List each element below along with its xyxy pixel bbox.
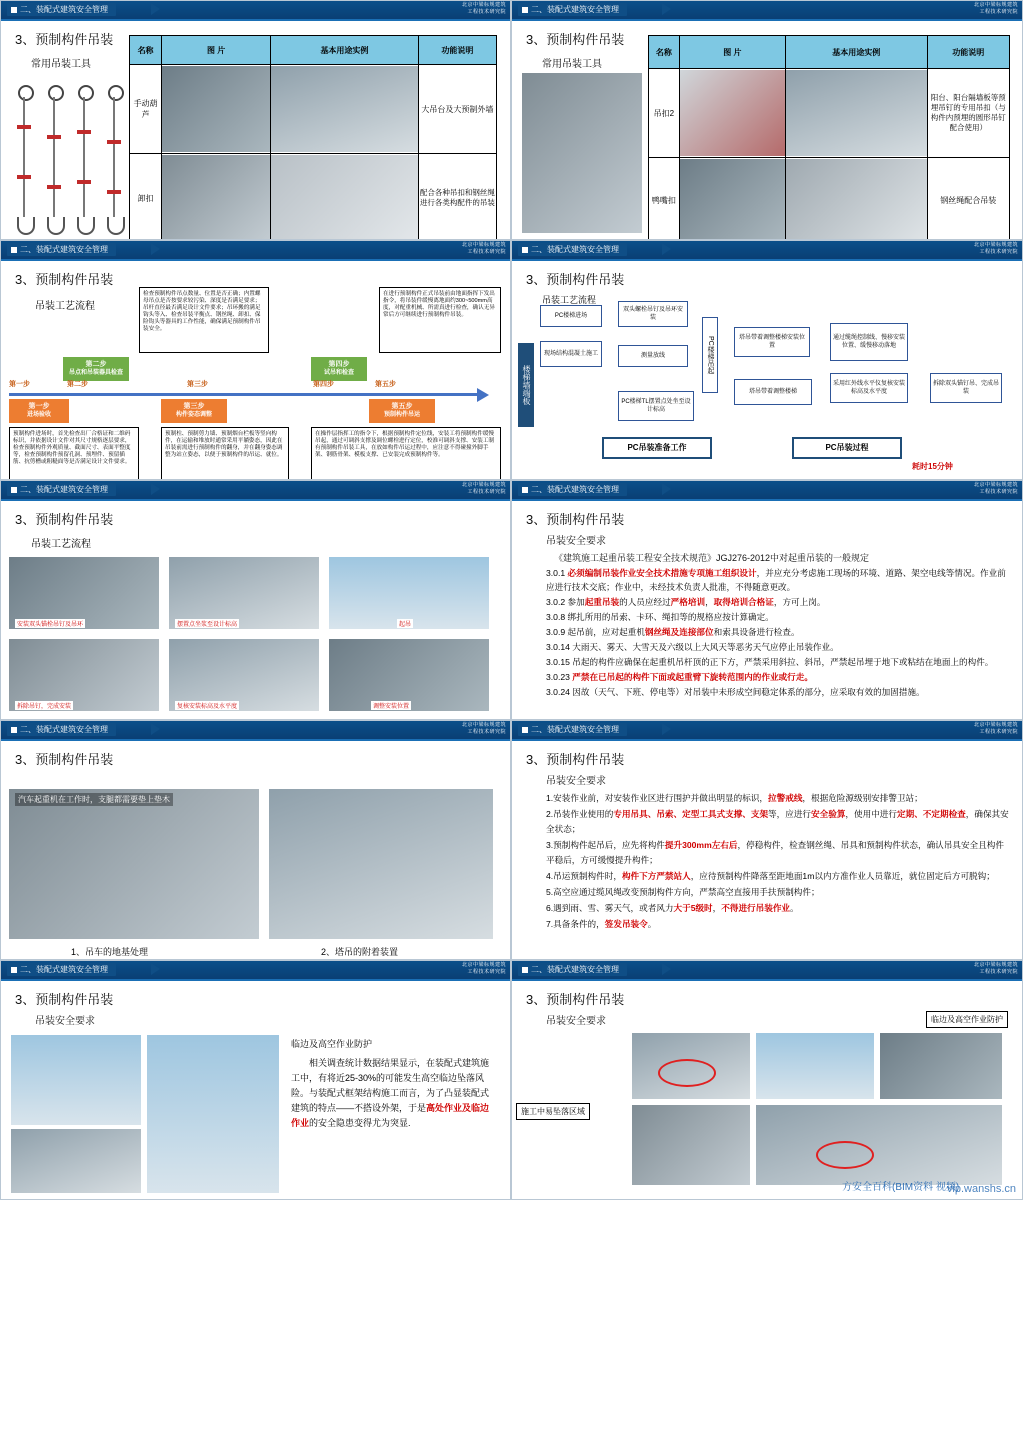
- slide-10: [511, 960, 1023, 1200]
- rule-text: 绑扎所用的吊索、卡环、绳扣等的规格应按计算确定。: [567, 612, 774, 622]
- caption-1: 安装双头锚栓吊钉及吊环: [15, 619, 85, 628]
- slide-subtitle: 常用吊装工具: [31, 59, 91, 70]
- tab-square-icon: [522, 7, 528, 13]
- rule-num: 3.0.9: [546, 627, 566, 637]
- step-4-name: 试吊和检查: [323, 370, 354, 376]
- header-tab-label: 二、装配式建筑安全管理: [531, 485, 619, 494]
- row-note: 配合各种吊扣和钢丝绳进行各类构配件的吊装: [418, 154, 496, 241]
- rule-text-hl: 钢丝绳及连接部位: [644, 627, 714, 637]
- red-shackle-photo: [162, 155, 270, 240]
- item-num: 6.: [546, 903, 554, 913]
- badge-fall-zone: 施工中易坠落区域: [516, 1103, 590, 1120]
- rule-item: [546, 670, 1010, 684]
- header-tab-tail-icon: [662, 3, 671, 15]
- header-tab: [518, 483, 627, 496]
- item-text: 高空应通过缆风绳改变预制构件方向，严禁高空直接用手扶预制构件；: [553, 887, 820, 897]
- slide-5-body: [1, 501, 510, 717]
- header-tab-tail-icon: [151, 723, 160, 735]
- item-hl2: 安全验算: [811, 809, 846, 819]
- caption-attachment: 2、塔吊的附着装置: [321, 947, 399, 957]
- col-image: 图 片: [679, 36, 785, 69]
- row-name: 鸭嘴扣: [649, 158, 680, 241]
- node-finish: 拆除双头锚钉吊、完成吊装: [930, 373, 1002, 403]
- table-row: [130, 154, 497, 241]
- tools-table-1: [129, 35, 497, 240]
- header-tab-tail-icon: [662, 963, 671, 975]
- photo-safety-net: [632, 1105, 750, 1185]
- edge-protection-hl: 高处作业及临边作业: [291, 1103, 490, 1128]
- slide-subtitle: 吊装工艺流程: [542, 295, 597, 305]
- photo-tower-building: [147, 1035, 279, 1193]
- safety-item: 4.吊运预制构件时，构件下方严禁站人，应待预制构件降落至距地面1m以内方准作业人员靠近，就位固定后方可脱钩；: [546, 871, 995, 881]
- item-hl3: 定期、不定期检查: [897, 809, 966, 819]
- header-org: 北京中梁标规建筑 工程技术研究院: [461, 2, 506, 15]
- col-note: 功能说明: [927, 36, 1009, 69]
- slide-header: [512, 481, 1022, 499]
- safety-item: [546, 885, 1010, 900]
- rule-num: 3.0.23: [546, 672, 570, 682]
- step-1-box: [9, 399, 69, 423]
- footer-prep: PC吊装准备工作: [602, 437, 712, 459]
- caption-6: 调整安装位置: [371, 701, 411, 710]
- item-hl: 专用吊具、吊索、定型工具式支撑、支架: [613, 809, 769, 819]
- header-tab-tail-icon: [151, 483, 160, 495]
- rule-text: 吊起的构件应确保在起重机吊杆顶的正下方，严禁采用斜拉、斜吊，严禁起吊埋于地下或粘结在地面上的构件。: [572, 657, 994, 667]
- slide-3: [0, 240, 511, 480]
- col-note: 功能说明: [418, 36, 496, 65]
- item-hl: 签发吊装令: [604, 919, 648, 929]
- step-3-name: 构件姿态调整: [175, 412, 212, 418]
- col-use: 基本用途实例: [271, 36, 419, 65]
- header-tab: [7, 963, 116, 976]
- watermark-url: vip.wanshs.cn: [946, 1183, 1016, 1195]
- node-crane-readjust: 塔吊带着调整楼梯: [734, 379, 812, 405]
- flow-note-4: 预制柱、预制剪力墙、预制烟台栏板等竖向构件，在运输和堆放时通常采用平躺姿态，因此在吊装前需进行预制构件的翻身，并在翻身姿态调整为站立姿态，以便于预制构件的吊运、就位。: [161, 427, 289, 480]
- slide-8-body: [512, 741, 1022, 957]
- tools-table-2: [648, 35, 1010, 240]
- safety-item: 6.遇到雨、雪、雾天气，或者风力大于5级时，不得进行吊装作业。: [546, 903, 799, 913]
- header-tab-label: 二、装配式建筑安全管理: [20, 5, 108, 14]
- photo-slab-edge: [632, 1033, 750, 1099]
- item-hl: 提升300mm左右后: [664, 840, 738, 850]
- tab-square-icon: [522, 727, 528, 733]
- step-4-box: [311, 357, 367, 381]
- u-bolt-photo: [522, 73, 642, 233]
- page-title: 3、预制构件吊装: [15, 752, 114, 767]
- slide-9-body: [1, 981, 510, 1197]
- slide-4: [511, 240, 1023, 480]
- photo-tower-crane-attachment: [269, 789, 493, 939]
- footer-process: PC吊装过程: [792, 437, 902, 459]
- item-hl: 大于5级时: [673, 903, 713, 913]
- page-title: 3、预制构件吊装: [526, 272, 625, 287]
- header-tab: [518, 3, 627, 16]
- slide-10-body: [512, 981, 1022, 1197]
- safety-item: 1.安装作业前，对安装作业区进行围护并做出明显的标识，拉警戒线，根据危险源级别安排警卫站；: [546, 793, 923, 803]
- safety-item: 7.具备条件的，签发吊装令。: [546, 919, 657, 929]
- slide-header: [512, 721, 1022, 739]
- header-tab-tail-icon: [662, 483, 671, 495]
- slide-header: [1, 961, 510, 979]
- chain-hoist-photo: [162, 66, 270, 152]
- item-num: 1.: [546, 793, 554, 803]
- slide-1: [0, 0, 511, 240]
- tab-square-icon: [11, 727, 17, 733]
- step-2-label: 第二步: [85, 361, 107, 368]
- silver-shackle-photo: [271, 155, 418, 240]
- row-name: 手动葫芦: [130, 65, 162, 154]
- item-num: 7.: [546, 919, 554, 929]
- header-tab: [518, 723, 627, 736]
- highlight-circle-icon: [816, 1141, 874, 1169]
- header-tab-label: 二、装配式建筑安全管理: [531, 245, 619, 254]
- page-title: 3、预制构件吊装: [526, 752, 625, 767]
- slide-subtitle: 吊装工艺流程: [35, 301, 95, 312]
- rule-item: 3.0.1 必须编制吊装作业安全技术措施专项施工组织设计，并应充分考虑施工现场的环境、道路、架空电线等情况。作业前应进行技术交底；作业中，未经技术负责人批准，不得随意更改。: [546, 568, 1006, 592]
- rule-item: [546, 610, 1010, 624]
- step-4-marker: 第四步: [313, 381, 334, 388]
- step-5-marker: 第五步: [375, 381, 396, 388]
- concrete-slab-photo: [786, 70, 927, 156]
- rule-text: 因故（天气、下班、停电等）对吊装中未形成空间稳定体系的部分，应采取有效的加固措施。: [572, 687, 925, 697]
- flow-arrow-head-icon: [477, 388, 489, 402]
- header-tab-label: 二、装配式建筑安全管理: [20, 725, 108, 734]
- tab-square-icon: [11, 7, 17, 13]
- rule-num: 3.0.8: [546, 612, 566, 622]
- item-num: 4.: [546, 871, 554, 881]
- header-org: 北京中梁标规建筑 工程技术研究院: [461, 482, 506, 495]
- photo-opening-cover: [756, 1105, 1002, 1185]
- rule-item: 3.0.9 起吊前，应对起重机钢丝绳及连接部位和索具设备进行检查。: [546, 627, 800, 637]
- header-tab: [7, 723, 116, 736]
- tab-square-icon: [11, 247, 17, 253]
- photo-worker-edge: [880, 1033, 1002, 1099]
- time-note: 耗时15分钟: [912, 462, 953, 471]
- tab-square-icon: [11, 487, 17, 493]
- caption-5: 复核安装标高及水平度: [175, 701, 239, 710]
- node-bolt-install: 双头螺栓吊钉及吊环安装: [618, 301, 688, 327]
- rule-item: [546, 640, 1010, 654]
- header-tab: [518, 963, 627, 976]
- table-row: [130, 65, 497, 154]
- edge-protection-heading: 临边及高空作业防护: [291, 1039, 373, 1049]
- slide-7-body: [1, 741, 510, 957]
- highlight-circle-icon: [658, 1059, 716, 1087]
- header-tab-tail-icon: [151, 3, 160, 15]
- row-note: 大吊台及大预制外墙: [418, 65, 496, 154]
- safety-item: 2.吊装作业使用的专用吊具、吊索、定型工具式支撑、支架等，应进行安全验算，使用中进行定期、不定期检查，确保其安全状态；: [546, 809, 1009, 834]
- page-title: 3、预制构件吊装: [526, 32, 625, 47]
- col-name: 名称: [649, 36, 680, 69]
- flow-note-2: 在进行预制构件正式吊装前由地面指挥下发出指令，将吊装件缓慢离地面约300~500mm高度，对配重机械、所需真进行检查，确认无异常后方可继续进行预制构件吊装。: [379, 287, 501, 353]
- rule-num: 3.0.1: [546, 568, 566, 578]
- node-stair-seat: PC楼梯TL摆置点处坐至设计标高: [618, 391, 694, 421]
- site-hoist-photo: [271, 66, 418, 152]
- header-org: 北京中梁标规建筑 工程技术研究院: [461, 242, 506, 255]
- slide-1-body: [1, 21, 510, 237]
- node-laser-check: 采用红外线水平仪复核安装标高及水平度: [830, 373, 908, 403]
- slide-2: [511, 0, 1023, 240]
- table-header-row: [130, 36, 497, 65]
- col-use: 基本用途实例: [785, 36, 927, 69]
- flow-left-label: 楼梯墙端板: [518, 343, 534, 427]
- wire-rope-sling-photo: [786, 159, 927, 240]
- safety-list: [546, 791, 1010, 932]
- step-3-label: 第三步: [183, 403, 205, 410]
- header-org: 北京中梁标规建筑 工程技术研究院: [973, 242, 1018, 255]
- slide-header: [512, 961, 1022, 979]
- flow-note-3: 预制构件进场时，首先检查出厂合格证和二维码标识，并依据设计文件对其尺寸规格逐层要求，检查预制构件外观质量、截面尺寸、表面平整度等，检查预制构件预留孔洞、预埋件、预留插筋、抗剪槽或粗糙面等是否满足设计文件要求。: [9, 427, 139, 480]
- node-crane-adjust: 塔吊带着调整楼梯安装位置: [734, 327, 810, 357]
- row-note: 阳台、阳台隔墙板等预埋吊钉的专用吊扣（与构件内预埋的圆形吊钉配合使用）: [927, 69, 1009, 158]
- header-tab-label: 二、装配式建筑安全管理: [20, 245, 108, 254]
- slide-subtitle: 常用吊装工具: [542, 59, 602, 70]
- tab-square-icon: [11, 967, 17, 973]
- header-tab-label: 二、装配式建筑安全管理: [20, 485, 108, 494]
- page-title: 3、预制构件吊装: [15, 512, 114, 527]
- header-tab-tail-icon: [151, 963, 160, 975]
- header-tab-label: 二、装配式建筑安全管理: [20, 965, 108, 974]
- node-pc-stair-lift: PC楼梯吊起: [702, 317, 718, 393]
- slide-header: [512, 1, 1022, 19]
- slide-5: [0, 480, 511, 720]
- step-5-box: [369, 399, 435, 423]
- slide-3-body: [1, 261, 510, 477]
- edge-protection-block: [291, 1037, 491, 1131]
- rule-text-hl: 必须编制吊装作业安全技术措施专项: [567, 568, 706, 578]
- node-cast-in-place: 现场结构混凝土施工: [540, 341, 602, 367]
- caption-foundation: 1、吊车的地基处理: [71, 947, 149, 957]
- slide-4-body: [512, 261, 1022, 477]
- slide-8: [511, 720, 1023, 960]
- rule-num: 3.0.24: [546, 687, 570, 697]
- rule-item: [546, 655, 1010, 669]
- header-org: 北京中梁标规建筑 工程技术研究院: [461, 962, 506, 975]
- slide-9: [0, 960, 511, 1200]
- caption-3: 起吊: [397, 619, 413, 628]
- slide-2-body: [512, 21, 1022, 237]
- page-title: 3、预制构件吊装: [15, 272, 114, 287]
- step-5-name: 预制构件吊运: [383, 412, 420, 418]
- item-num: 3.: [546, 840, 554, 850]
- slide-subtitle: 吊装工艺流程: [31, 539, 91, 550]
- slide-subtitle: 吊装安全要求: [546, 536, 606, 547]
- row-name: 卸扣: [130, 154, 162, 241]
- table-row: [649, 69, 1010, 158]
- header-org: 北京中梁标规建筑 工程技术研究院: [461, 722, 506, 735]
- header-tab-label: 二、装配式建筑安全管理: [531, 725, 619, 734]
- slide-6-body: [512, 501, 1022, 717]
- step-5-label: 第五步: [391, 403, 413, 410]
- col-name: 名称: [130, 36, 162, 65]
- step-1-name: 进场验收: [26, 412, 51, 418]
- page-title: 3、预制构件吊装: [15, 992, 114, 1007]
- photo-facade-1: [11, 1035, 141, 1125]
- page-title: 3、预制构件吊装: [15, 32, 114, 47]
- slide-7: [0, 720, 511, 960]
- item-hl: 构件下方严禁站人: [621, 871, 691, 881]
- header-tab-label: 二、装配式建筑安全管理: [531, 5, 619, 14]
- rule-list: [546, 566, 1010, 699]
- slide-subtitle: 吊装安全要求: [546, 776, 606, 787]
- sling-illustration: [9, 79, 129, 229]
- item-hl: 拉警戒线: [768, 793, 803, 803]
- row-name: 吊扣2: [649, 69, 680, 158]
- red-lifting-eye-photo: [680, 70, 785, 156]
- rule-text-hl: 严禁在已吊起的构件下面或起重臂下旋转范围内的作业或行走。: [572, 672, 813, 682]
- step-2-marker: 第二步: [67, 381, 88, 388]
- header-tab-tail-icon: [151, 243, 160, 255]
- slide-subtitle: 吊装安全要求: [35, 1016, 95, 1027]
- edge-protection-paragraph: 相关调查统计数据结果显示，在装配式建筑施工中，有将近25-30%的可能发生高空临边坠落风险。与装配式框架结构施工而言，为了凸显装配式建筑的特点——不搭设外架，于是高处作业及临边作业的安全隐患变得尤为突显.: [291, 1058, 490, 1128]
- step-1-label: 第一步: [28, 403, 50, 410]
- header-tab: [518, 243, 627, 256]
- header-tab-label: 二、装配式建筑安全管理: [531, 965, 619, 974]
- item-hl2: 不得进行吊装作业: [721, 903, 791, 913]
- rule-num: 3.0.15: [546, 657, 570, 667]
- header-org: 北京中梁标规建筑 工程技术研究院: [973, 962, 1018, 975]
- col-image: 图 片: [162, 36, 271, 65]
- slide-header: [1, 721, 510, 739]
- node-survey-line: 测量放线: [618, 345, 688, 367]
- rule-text-hl3: 取得培训合格证: [713, 597, 774, 607]
- slide-header: [1, 1, 510, 19]
- photo-crane-outrigger: [9, 789, 259, 939]
- photo-building-edge: [756, 1033, 874, 1099]
- rule-item: 3.0.2 参加起重吊装的人员应经过严格培训，取得培训合格证，方可上岗。: [546, 597, 826, 607]
- duckbill-clamp-photo: [680, 159, 785, 240]
- table-row: [649, 158, 1010, 241]
- slide-header: [1, 481, 510, 499]
- photo-facade-2: [11, 1129, 141, 1193]
- header-org: 北京中梁标规建筑 工程技术研究院: [973, 482, 1018, 495]
- tab-square-icon: [522, 247, 528, 253]
- node-pc-stair-arrival: PC楼梯进场: [540, 305, 602, 327]
- badge-edge-protection: 临边及高空作业防护: [926, 1011, 1008, 1028]
- step-1-marker: 第一步: [9, 381, 30, 388]
- slide-6: [511, 480, 1023, 720]
- header-tab-tail-icon: [662, 723, 671, 735]
- step-2-name: 吊点和吊装器具检查: [68, 370, 123, 376]
- caption-2: 摆置点坐浆至设计标高: [175, 619, 239, 628]
- flow-arrow-line: [9, 393, 479, 396]
- header-tab-tail-icon: [662, 243, 671, 255]
- header-org: 北京中梁标规建筑 工程技术研究院: [973, 722, 1018, 735]
- node-rope-control: 通过缆绳控制线、慢移安装位置、缓慢移动落地: [830, 323, 908, 361]
- rule-text: 大雨天、雾天、大雪天及六级以上大风天等恶劣天气应停止吊装作业。: [572, 642, 839, 652]
- header-org: 北京中梁标规建筑 工程技术研究院: [973, 2, 1018, 15]
- slide-header: [512, 241, 1022, 259]
- step-4-label: 第四步: [328, 361, 350, 368]
- flow-note-5: 在操作层指挥工的指令下，根据预制构件定位线，安装工将预制构件缓慢吊起，通过可调斜支撑及调位螺栓进行定位，校准可调斜支撑、安装工制有预制构件吊装工具，在放如构件吊运过程中，应注意不得碰撞外脚手架、钢筋骨架、模板支撑、已安装完成预制构件等。: [311, 427, 501, 480]
- header-tab: [7, 3, 116, 16]
- safety-item: 3.预制构件起吊后，应先将构件提升300mm左右后，停稳构件，检查钢丝绳、吊具和预制构件状态，确认吊具安全且构件平稳后，方可缓慢提升构件；: [546, 840, 1004, 865]
- flow-note-1: 检查预制构件吊点数量、位置是否正确；内置螺母吊点是否按要求较污染、深度是否满足要求；吊杆直径最否满足设计文件要求；吊环搬的满足钩头等入、检查吊装平衡点、钢丝绳、卸扣、保险钩头等器具的工作性能，确保满足预制构件吊装安全。: [139, 287, 269, 353]
- rule-item: [546, 685, 1010, 699]
- step-2-box: [63, 357, 129, 381]
- item-num: 5.: [546, 887, 554, 897]
- caption-4: 拆除吊钉，完成安装: [15, 701, 73, 710]
- rule-num: 3.0.14: [546, 642, 570, 652]
- table-header-row: [649, 36, 1010, 69]
- item-num: 2.: [546, 809, 554, 819]
- standard-lead: 《建筑施工起重吊装工程安全技术规范》JGJ276-2012中对起重吊装的一般规定: [554, 553, 870, 563]
- tab-square-icon: [522, 967, 528, 973]
- rule-text-hl2: 严格培训: [670, 597, 706, 607]
- slide-header: [1, 241, 510, 259]
- row-note: 钢丝绳配合吊装: [927, 158, 1009, 241]
- rule-text-hl: 起重吊装: [584, 597, 620, 607]
- step-3-marker: 第三步: [187, 381, 208, 388]
- photo-note: 汽车起重机在工作时，支腿都需要垫上垫木: [15, 793, 173, 806]
- slide-subtitle: 吊装安全要求: [546, 1016, 606, 1027]
- rule-num: 3.0.2: [546, 597, 566, 607]
- page-title: 3、预制构件吊装: [526, 512, 625, 527]
- step-3-box: [161, 399, 227, 423]
- rule-text-hl2: 施工组织设计: [705, 568, 757, 578]
- watermark-text: 方安全百科(BIM资料 视频): [842, 1182, 960, 1193]
- header-tab: [7, 483, 116, 496]
- page-title: 3、预制构件吊装: [526, 992, 625, 1007]
- header-tab: [7, 243, 116, 256]
- tab-square-icon: [522, 487, 528, 493]
